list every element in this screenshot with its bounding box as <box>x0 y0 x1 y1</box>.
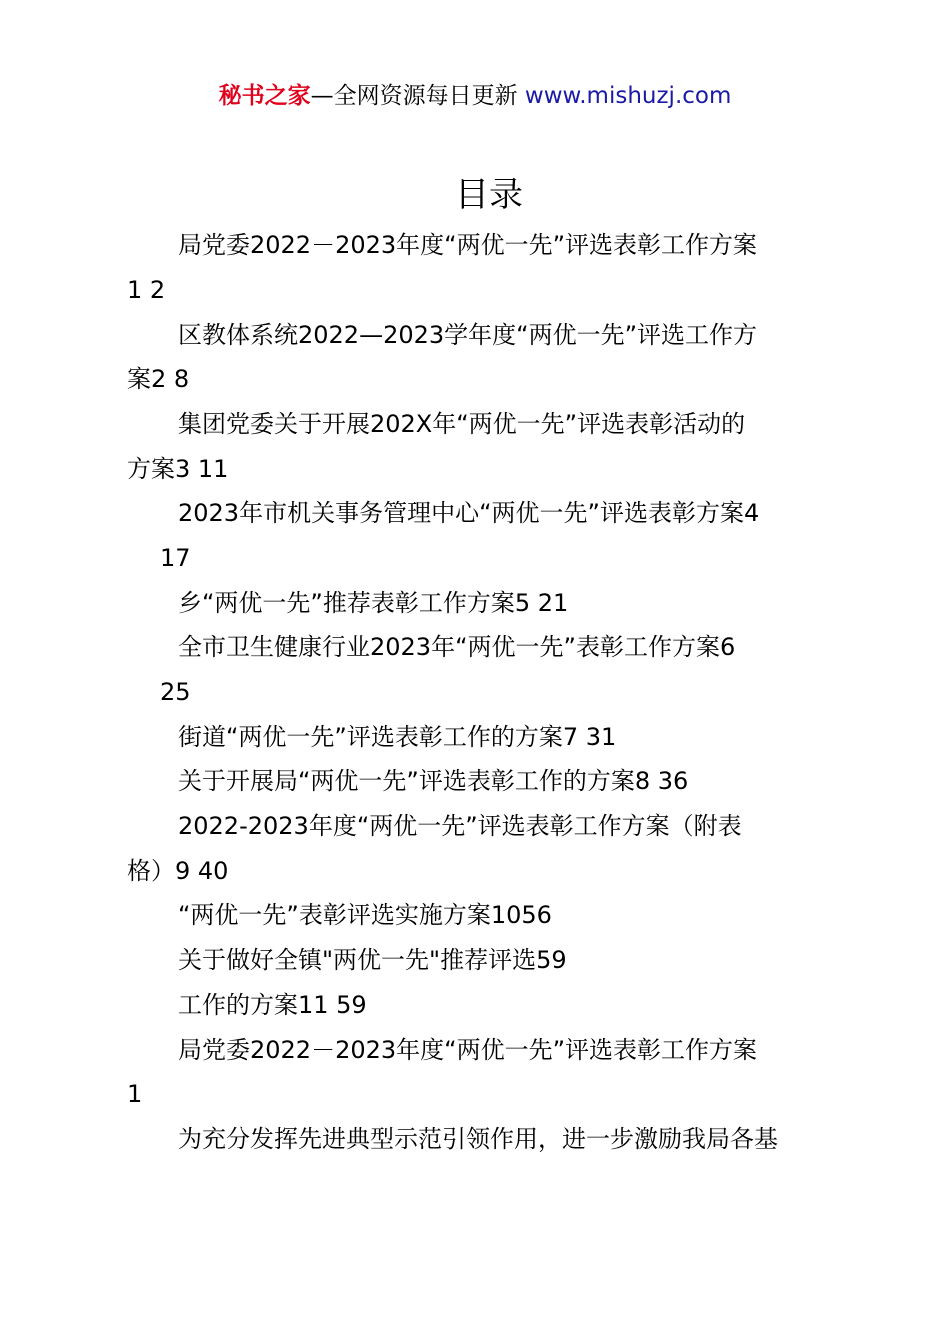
site-header <box>0 80 950 112</box>
toc-entry-5: 乡“两优一先”推荐表彰工作方案5 21 <box>178 589 569 617</box>
toc-entry-4: 2023年市机关事务管理中心“两优一先”评选表彰方案4 <box>178 499 760 527</box>
brand-name: 秘书之家 <box>218 83 311 109</box>
toc-entry-2-cont: 案2 8 <box>127 365 190 393</box>
toc-entry-2: 区教体系统2022—2023学年度“两优一先”评选工作方 <box>178 321 758 349</box>
toc-entry-6: 全市卫生健康行业2023年“两优一先”表彰工作方案6 <box>178 633 736 661</box>
toc-entry-7: 街道“两优一先”评选表彰工作的方案7 31 <box>178 723 617 751</box>
toc-entry-8: 关于开展局“两优一先”评选表彰工作的方案8 36 <box>178 767 689 795</box>
toc-entry-11: 关于做好全镇"两优一先"推荐评选59 <box>178 946 567 974</box>
toc-entry-12: 工作的方案11 59 <box>178 991 367 1019</box>
section-heading: 局党委2022－2023年度“两优一先”评选表彰工作方案 <box>178 1036 758 1064</box>
toc-entry-6-page: 25 <box>160 678 191 706</box>
header-tagline: —全网资源每日更新 <box>310 83 525 109</box>
toc-entry-4-page: 17 <box>160 544 191 572</box>
site-url[interactable]: www.mishuzj.com <box>524 83 732 109</box>
toc-entry-1-page: 1 2 <box>127 276 166 304</box>
body-paragraph: 为充分发挥先进典型示范引领作用，进一步激励我局各基 <box>178 1125 778 1153</box>
toc-entry-3-cont: 方案3 11 <box>127 455 229 483</box>
section-heading-cont: 1 <box>127 1080 143 1108</box>
toc-entry-1: 局党委2022－2023年度“两优一先”评选表彰工作方案 <box>178 231 758 259</box>
toc-entry-3: 集团党委关于开展202X年“两优一先”评选表彰活动的 <box>178 410 746 438</box>
toc-entry-9-cont: 格）9 40 <box>127 857 229 885</box>
toc-entry-9: 2022-2023年度“两优一先”评选表彰工作方案（附表 <box>178 812 742 840</box>
toc-title: 目录 <box>455 175 523 215</box>
toc-entry-10: “两优一先”表彰评选实施方案1056 <box>178 901 552 929</box>
